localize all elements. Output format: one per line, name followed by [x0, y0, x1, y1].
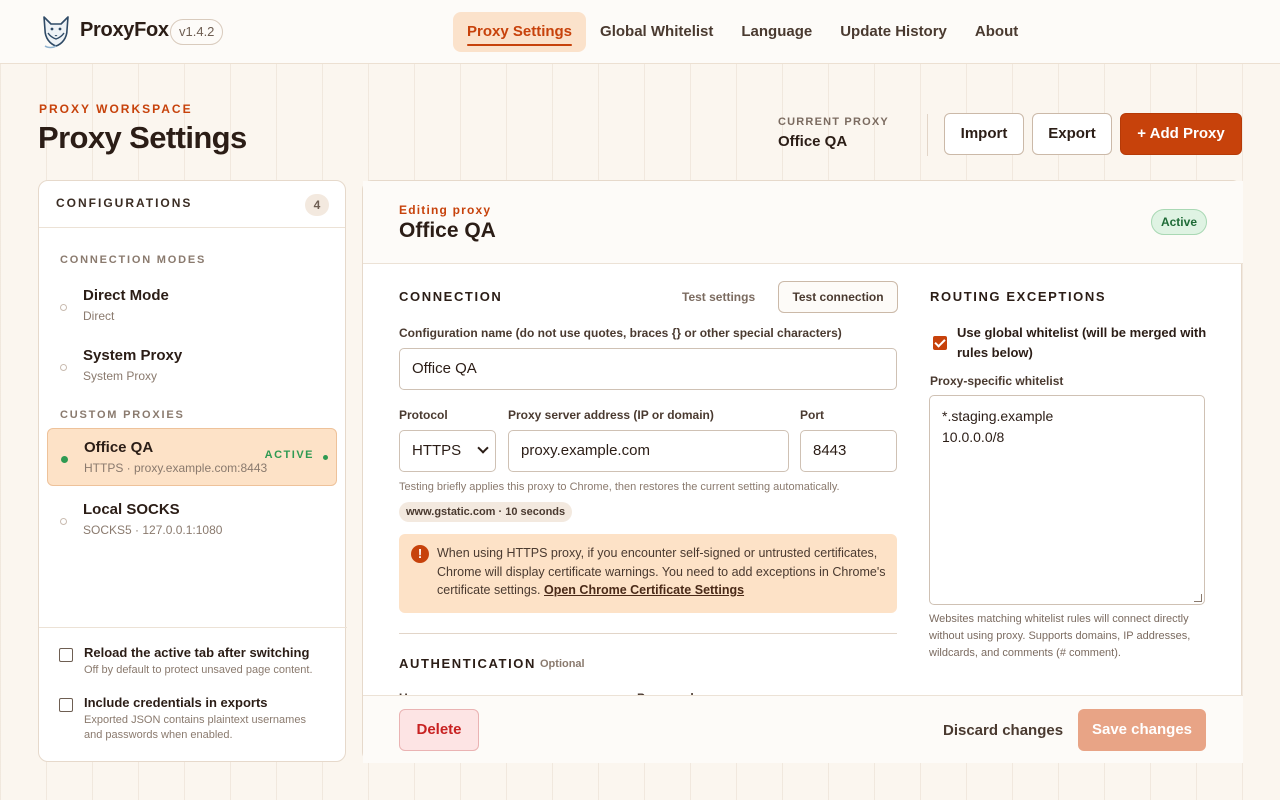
save-changes-button[interactable]: Save changes [1078, 709, 1206, 751]
current-proxy-label: CURRENT PROXY [778, 116, 889, 128]
global-whitelist-checkbox[interactable] [933, 336, 947, 350]
sidebar-item-sub: Direct [83, 309, 115, 323]
auth-optional-tag: Optional [540, 658, 585, 670]
editor-footer [363, 695, 1243, 763]
fox-logo-icon [40, 13, 72, 49]
sidebar-title: CONFIGURATIONS [56, 196, 193, 210]
option-hint: Off by default to protect unsaved page content. [84, 664, 313, 676]
warning-text [437, 544, 887, 600]
config-name-input[interactable]: Office QA [399, 348, 897, 390]
nav-global-whitelist[interactable]: Global Whitelist [600, 23, 714, 40]
page-eyebrow: PROXY WORKSPACE [39, 102, 193, 116]
option-label: Reload the active tab after switching [84, 645, 310, 660]
sidebar-item-name: Local SOCKS [83, 501, 180, 518]
editor-eyebrow: Editing proxy [399, 203, 492, 217]
editor-title: Office QA [399, 219, 496, 242]
resize-handle-icon[interactable] [1194, 594, 1202, 602]
reload-tab-checkbox[interactable] [59, 648, 73, 662]
test-connection-button[interactable]: Test connection [778, 281, 898, 313]
protocol-select[interactable] [399, 430, 496, 472]
routing-section-title: ROUTING EXCEPTIONS [930, 289, 1107, 304]
option-hint: Exported JSON contains plaintext usernames and passwords when enabled. [84, 714, 306, 741]
chevron-down-icon [477, 442, 488, 453]
config-name-label: Configuration name (do not use quotes, braces {} or other special characters) [399, 326, 842, 340]
test-target-chip: www.gstatic.com · 10 seconds [399, 502, 572, 522]
protocol-value: HTTPS [412, 442, 462, 459]
sidebar-item-sub: System Proxy [83, 369, 158, 383]
nav-update-history[interactable]: Update History [840, 23, 947, 40]
sidebar-item-local-socks[interactable] [47, 491, 337, 549]
active-indicator-dot [323, 455, 328, 460]
page-title: Proxy Settings [38, 120, 247, 155]
certificate-settings-link[interactable]: Open Chrome Certificate Settings [544, 583, 745, 597]
auth-section-title: AUTHENTICATION [399, 656, 536, 671]
nav-proxy-settings-label: Proxy Settings [467, 23, 573, 40]
connection-section-title: CONNECTION [399, 289, 503, 304]
sidebar-item-office-qa[interactable] [47, 428, 337, 486]
whitelist-rule: *.staging.example [942, 408, 1054, 424]
main-nav [453, 12, 1032, 52]
https-warning-callout [399, 534, 897, 613]
whitelist-rule: 10.0.0.0/8 [942, 429, 1005, 445]
add-proxy-button[interactable]: + Add Proxy [1120, 113, 1242, 155]
version-badge: v1.4.2 [170, 19, 223, 45]
sidebar-item-name: Office QA [84, 439, 154, 456]
custom-proxies-label: CUSTOM PROXIES [60, 409, 185, 421]
discard-changes-button[interactable]: Discard changes [943, 722, 1064, 739]
top-bar [0, 0, 1280, 64]
nav-language[interactable]: Language [741, 23, 813, 40]
sidebar-item-sub: HTTPS · proxy.example.com:8443 [84, 461, 268, 475]
brand-name: ProxyFox [80, 19, 169, 41]
nav-about[interactable]: About [974, 23, 1019, 40]
address-label: Proxy server address (IP or domain) [508, 408, 714, 422]
current-proxy-value: Office QA [778, 133, 848, 150]
option-label: Include credentials in exports [84, 695, 268, 710]
global-whitelist-label: Use global whitelist (will be merged with rules below) [957, 325, 1207, 360]
include-credentials-checkbox[interactable] [59, 698, 73, 712]
test-settings-link[interactable]: Test settings [682, 290, 756, 304]
editor-header [363, 181, 1243, 264]
import-button[interactable]: Import [944, 113, 1024, 155]
whitelist-help-text: Websites matching whitelist rules will connect directly without using proxy. Supports domains, IP addresses, wildcards, and comments (# comment). [929, 613, 1191, 659]
connection-modes-label: CONNECTION MODES [60, 254, 207, 266]
specific-whitelist-label: Proxy-specific whitelist [930, 374, 1064, 388]
radio-dot [60, 518, 67, 525]
proxy-editor-panel [362, 180, 1242, 762]
active-radio-dot [61, 456, 68, 463]
radio-dot [60, 304, 67, 311]
export-button[interactable]: Export [1032, 113, 1112, 155]
sidebar-item-direct-mode[interactable] [47, 277, 337, 335]
config-count-badge: 4 [305, 194, 329, 216]
active-tag: ACTIVE [264, 449, 314, 461]
status-badge: Active [1151, 209, 1207, 235]
sidebar-item-system-proxy[interactable] [47, 337, 337, 395]
protocol-label: Protocol [399, 408, 448, 422]
sidebar-item-name: Direct Mode [83, 287, 169, 304]
delete-button[interactable]: Delete [399, 709, 479, 751]
sidebar-header [39, 181, 345, 228]
nav-active-underline [467, 44, 572, 46]
nav-proxy-settings[interactable] [453, 12, 586, 52]
configurations-sidebar [38, 180, 346, 762]
test-help-text: Testing briefly applies this proxy to Chrome, then restores the current setting automatically. [399, 481, 840, 493]
header-divider [927, 114, 928, 156]
whitelist-textarea[interactable] [929, 395, 1205, 605]
alert-icon: ! [411, 545, 429, 563]
section-divider [399, 633, 897, 634]
sidebar-options [39, 627, 347, 763]
sidebar-item-name: System Proxy [83, 347, 183, 364]
address-input[interactable]: proxy.example.com [508, 430, 789, 472]
port-label: Port [800, 408, 824, 422]
warning-message: When using HTTPS proxy, if you encounter self-signed or untrusted certificates, Chrome will display certificate warnings. You need to add exceptions in Chrome's certificate settings. [437, 546, 886, 597]
sidebar-item-sub: SOCKS5 · 127.0.0.1:1080 [83, 523, 223, 537]
radio-dot [60, 364, 67, 371]
port-input[interactable]: 8443 [800, 430, 897, 472]
